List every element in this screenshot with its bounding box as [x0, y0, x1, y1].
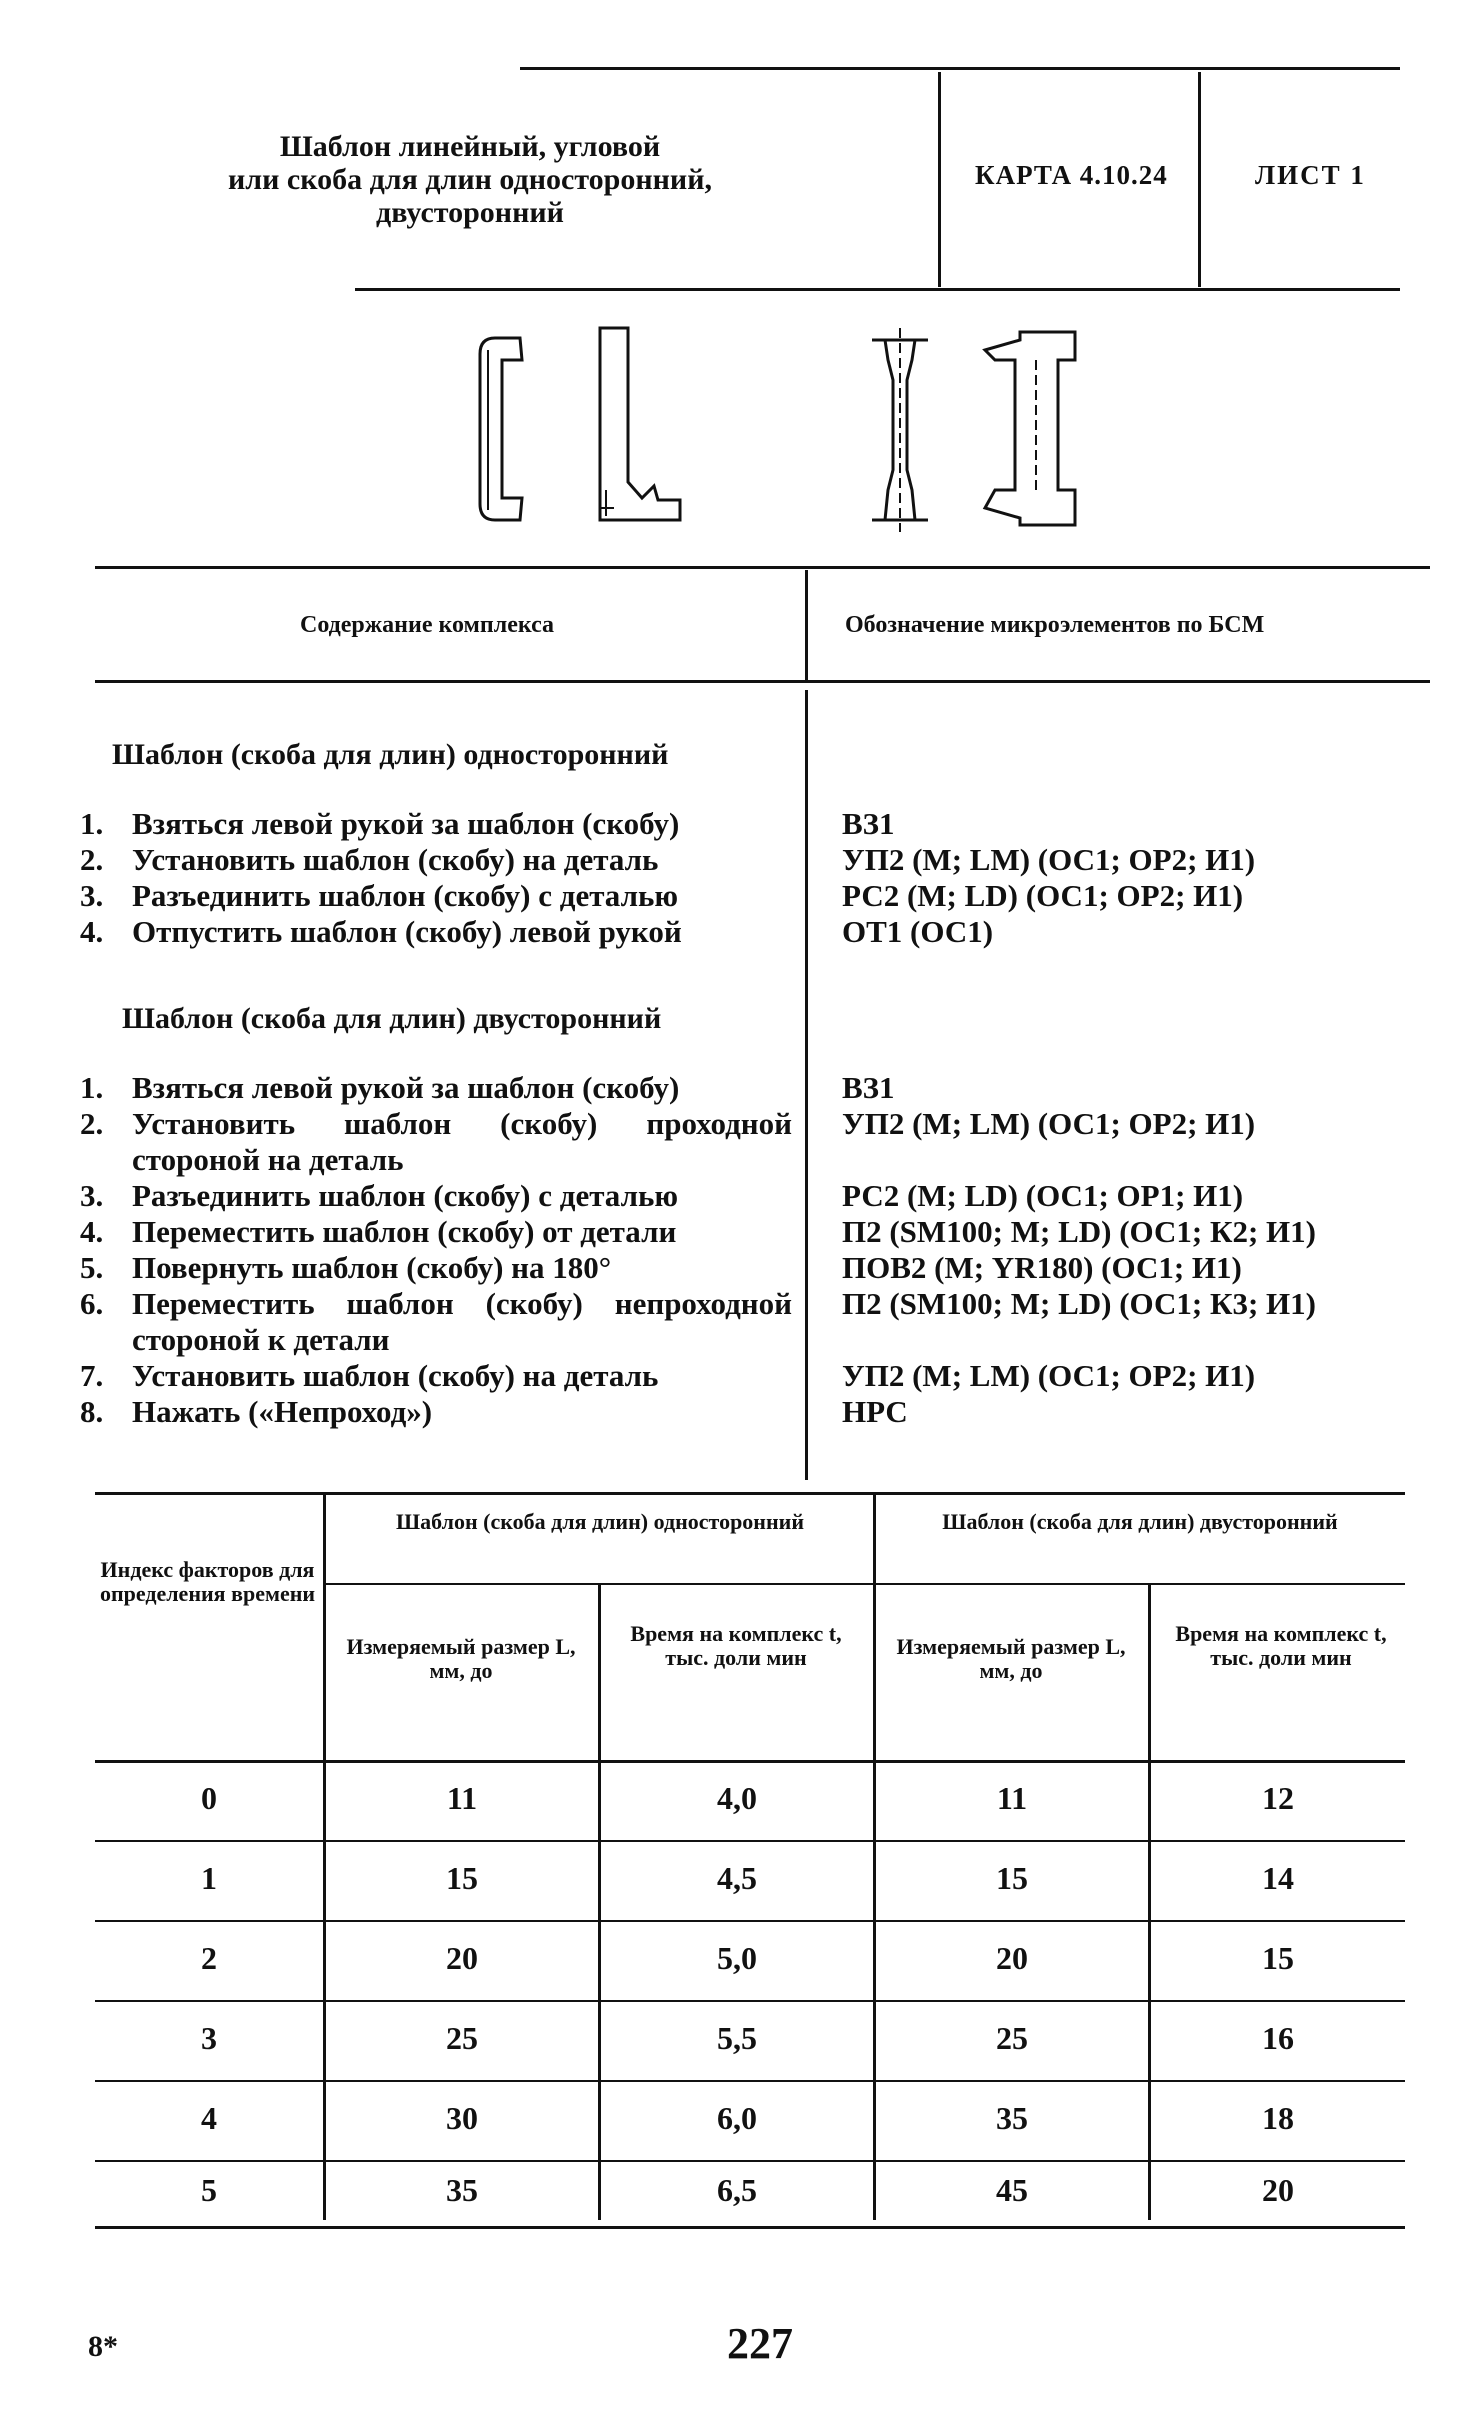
sheet-number: ЛИСТ 1: [1255, 160, 1366, 190]
time-cell: 5,0: [717, 1940, 757, 1976]
step-code: ОТ1 (ОС1): [842, 914, 994, 949]
list-item: [80, 1106, 800, 1178]
step-text: Нажать («Непроход»): [132, 1394, 433, 1429]
page-title: [150, 130, 790, 229]
index-column-header: Индекс факторов для определения времени: [99, 1557, 316, 1606]
step-number: 4.: [80, 914, 104, 949]
list-item: [80, 1250, 800, 1286]
size-cell: 11: [996, 1780, 1028, 1816]
step-code: РС2 (М; LD) (ОС1; ОР1; И1): [842, 1178, 1244, 1213]
step-text: Отпустить шаблон (скобу) левой рукой: [132, 914, 682, 949]
step-code: ПОВ2 (М; YR180) (ОС1; И1): [842, 1250, 1242, 1285]
codes-column-header: Обозначение микроэлементов по БСМ: [845, 612, 1265, 638]
step-text: Переместить шаблон (скобу) от детали: [132, 1214, 677, 1249]
time-cell: 4,5: [717, 1860, 757, 1896]
page-number: 227: [727, 2319, 793, 2368]
time-cell: 20: [1262, 2172, 1294, 2208]
index-cell: 5: [201, 2172, 217, 2208]
time-cell: 15: [1262, 1940, 1294, 1976]
step-number: 8.: [80, 1394, 104, 1429]
step-code: П2 (SM100; M; LD) (ОС1; К3; И1): [842, 1286, 1316, 1321]
step-text: Переместить шаблон (скобу) непроходной стороной к детали: [132, 1286, 792, 1357]
size-cell: 20: [996, 1940, 1028, 1976]
list-item: [80, 1286, 800, 1358]
list-item: [80, 806, 800, 842]
size-cell: 35: [446, 2172, 478, 2208]
step-number: 4.: [80, 1214, 104, 1249]
list-item: [80, 1214, 800, 1250]
step-number: 1.: [80, 1070, 104, 1105]
time-cell: 14: [1262, 1860, 1294, 1896]
step-text: Разъединить шаблон (скобу) с деталью: [132, 878, 679, 913]
time-cell: 4,0: [717, 1780, 757, 1816]
step-text: Повернуть шаблон (скобу) на 180°: [132, 1250, 612, 1285]
title-line-3: двусторонний: [376, 196, 564, 229]
step-number: 2.: [80, 1106, 104, 1141]
step-text: Разъединить шаблон (скобу) с деталью: [132, 1178, 679, 1213]
step-number: 6.: [80, 1286, 104, 1321]
list-item: [80, 1178, 800, 1214]
l-gauge-drawing: [600, 328, 680, 520]
signature-mark: 8*: [88, 2330, 118, 2363]
step-code: НРС: [842, 1394, 908, 1429]
index-cell: 4: [201, 2100, 217, 2136]
size-cell: 30: [446, 2100, 478, 2136]
two-sided-title: Шаблон (скоба для длин) двусторонний: [122, 1002, 662, 1035]
time-column-header-2: Время на комплекс t, тыс. доли мин: [1175, 1621, 1387, 1670]
step-text: Установить шаблон (скобу) на деталь: [132, 842, 659, 877]
time-cell: 6,0: [717, 2100, 757, 2136]
list-item: [80, 1358, 800, 1394]
step-code: УП2 (М; LM) (ОС1; ОР2; И1): [842, 1358, 1256, 1393]
size-cell: 45: [996, 2172, 1028, 2208]
snap-gauge-drawing: [985, 332, 1075, 525]
size-cell: 15: [996, 1860, 1028, 1896]
size-cell: 11: [446, 1780, 478, 1816]
size-column-header-2: Измеряемый размер L, мм, до: [896, 1634, 1126, 1683]
step-code: П2 (SM100; M; LD) (ОС1; К2; И1): [842, 1214, 1316, 1249]
title-line-1: Шаблон линейный, угловой: [279, 130, 661, 163]
list-item: [80, 878, 800, 914]
step-number: 7.: [80, 1358, 104, 1393]
size-cell: 15: [446, 1860, 478, 1896]
c-gauge-drawing: [480, 338, 522, 520]
two-sided-group-header: Шаблон (скоба для длин) двусторонний: [942, 1509, 1338, 1534]
index-cell: 3: [201, 2020, 217, 2056]
title-line-2: или скоба для длин односторонний,: [228, 163, 712, 196]
list-item: [80, 842, 800, 878]
list-item: [80, 1394, 800, 1430]
step-number: 1.: [80, 806, 104, 841]
size-column-header-1: Измеряемый размер L, мм, до: [346, 1634, 576, 1683]
time-column-header-1: Время на комплекс t, тыс. доли мин: [630, 1621, 842, 1670]
time-cell: 6,5: [717, 2172, 757, 2208]
step-text: Взяться левой рукой за шаблон (скобу): [132, 1070, 680, 1105]
index-cell: 1: [201, 1860, 217, 1896]
time-cell: 18: [1262, 2100, 1294, 2136]
time-cell: 5,5: [717, 2020, 757, 2056]
step-text: Взяться левой рукой за шаблон (скобу): [132, 806, 680, 841]
step-text: Установить шаблон (скобу) на деталь: [132, 1358, 659, 1393]
time-cell: 12: [1262, 1780, 1294, 1816]
step-code: УП2 (М; LM) (ОС1; ОР2; И1): [842, 1106, 1256, 1141]
step-code: УП2 (М; LM) (ОС1; ОР2; И1): [842, 842, 1256, 877]
step-code: ВЗ1: [842, 806, 895, 841]
size-cell: 25: [446, 2020, 478, 2056]
index-cell: 2: [201, 1940, 217, 1976]
step-text: Установить шаблон (скобу) проходной стороной на деталь: [132, 1106, 792, 1177]
step-code: РС2 (М; LD) (ОС1; ОР2; И1): [842, 878, 1244, 913]
step-number: 3.: [80, 1178, 104, 1213]
one-sided-title: Шаблон (скоба для длин) односторонний: [112, 738, 669, 771]
one-sided-group-header: Шаблон (скоба для длин) односторонний: [395, 1509, 805, 1534]
time-cell: 16: [1262, 2020, 1294, 2056]
content-column-header: Содержание комплекса: [300, 612, 555, 638]
step-number: 3.: [80, 878, 104, 913]
size-cell: 20: [446, 1940, 478, 1976]
card-number: КАРТА 4.10.24: [975, 160, 1168, 190]
size-cell: 35: [996, 2100, 1028, 2136]
step-number: 5.: [80, 1250, 104, 1285]
size-cell: 25: [996, 2020, 1028, 2056]
list-item: [80, 914, 800, 950]
step-number: 2.: [80, 842, 104, 877]
gauge-drawings: [460, 320, 1100, 540]
step-code: ВЗ1: [842, 1070, 895, 1105]
list-item: [80, 1070, 800, 1106]
index-cell: 0: [201, 1780, 217, 1816]
